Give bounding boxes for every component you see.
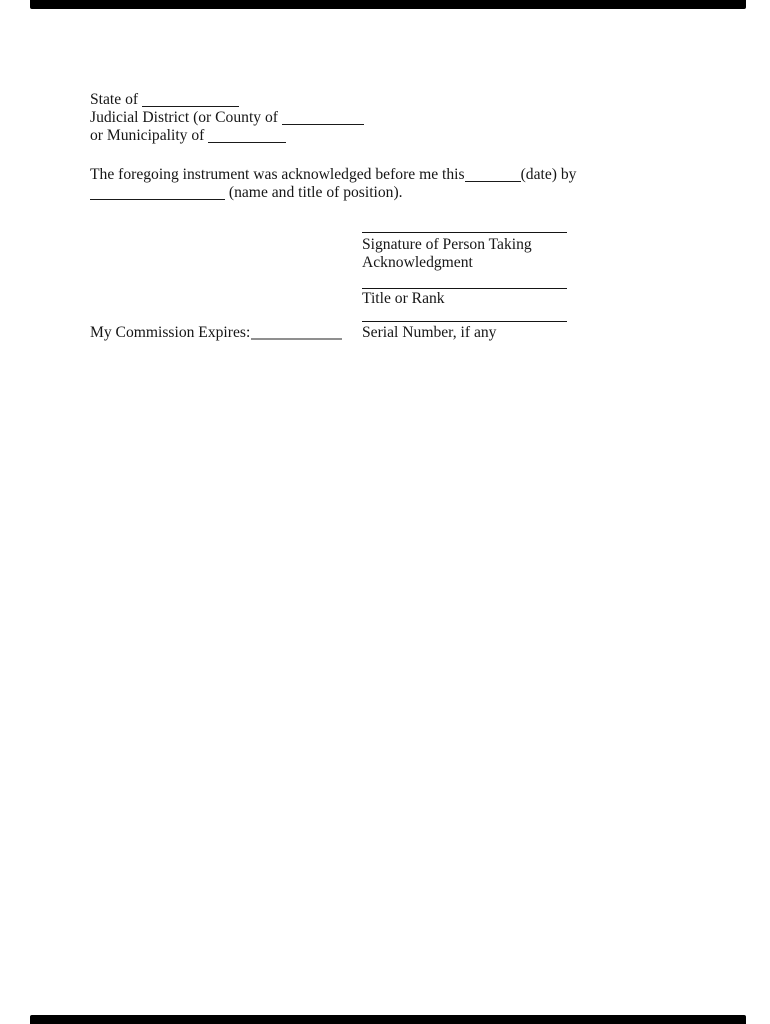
name-title-blank-line [90, 189, 225, 200]
commission-expires-blank-line [251, 328, 342, 340]
signature-rule-line [362, 232, 567, 233]
signature-label [362, 236, 532, 273]
venue-block [90, 91, 364, 145]
serial-number-rule-line [362, 321, 567, 322]
scan-edge-bottom-bar [30, 1015, 746, 1024]
acknowledgment-text-after-date: (date) by [520, 166, 577, 183]
county-blank-line [282, 114, 364, 125]
judicial-district-label: Judicial District (or County of [90, 109, 282, 126]
signature-label-line1: Signature of Person Taking [362, 236, 532, 253]
state-blank-line [142, 96, 239, 107]
municipality-label: or Municipality of [90, 127, 209, 144]
scan-edge-top-bar [30, 0, 746, 9]
title-rank-label: Title or Rank [362, 290, 445, 307]
signature-label-line2: Acknowledgment [362, 254, 473, 272]
municipality-blank-line [208, 132, 286, 143]
commission-expires-label: My Commission Expires: [90, 324, 251, 341]
acknowledgment-text-before-date: The foregoing instrument was acknowledged before me this [90, 166, 465, 183]
serial-number-label: Serial Number, if any [362, 324, 497, 341]
commission-expires-line [90, 324, 342, 342]
state-label: State of [90, 91, 142, 108]
date-blank-line [465, 171, 521, 182]
judicial-district-line [90, 109, 364, 127]
municipality-line [90, 127, 364, 145]
state-line [90, 91, 364, 109]
title-rank-rule-line [362, 288, 567, 289]
acknowledgment-paragraph [90, 166, 580, 203]
name-title-caption: (name and title of position). [225, 184, 403, 202]
